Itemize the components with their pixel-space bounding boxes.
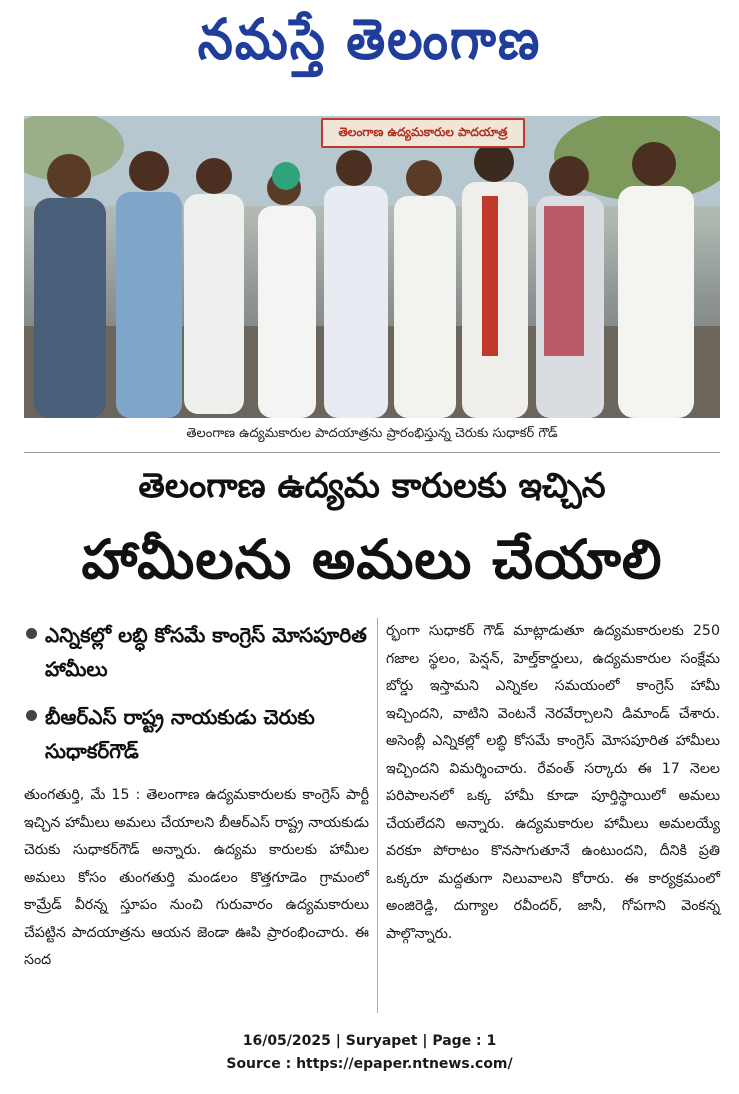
article-body-right: ర్భంగా సుధాకర్ గౌడ్ మాట్లాడుతూ ఉద్యమకారులకు 250 గజాల స్థలం, పెన్షన్, హెల్త్‌కార్డులు, ఉద్యమకారుల సంక్షేమ బోర్డు ఇస్తామని ఎన్నికల సమయంలో కాంగ్రెస్ హామీ ఇచ్చిందని, వాటిని వెంటనే నెరవేర్చాలని డిమాండ్ చేశారు. అసెంబ్లీ ఎన్నికల్లో లబ్ధి కోసమే కాంగ్రెస్ మోసపూరిత హామీలు ఇచ్చిందని విమర్శించారు. రేవంత్ సర్కారు ఈ 17 నెలల పరిపాలనలో ఒక్క హామీ కూడా పూర్తిస్థాయిలో అమలు చేయలేదని అన్నారు. ఉద్యమకారుల హామీలు అమలయ్యే వరకూ పోరాటం కొనసాగుతూనే ఉంటుందని, దీనికి ప్రతి ఒక్కరూ మద్దతుగా నిలువాలని కోరారు. ఈ కార్యక్రమంలో అంజిరెడ్డి, దుగ్యాల రవీందర్, జానీ, గోపగాని వెంకన్న పాల్గొన్నారు. [386, 623, 720, 942]
bullet-icon [26, 628, 37, 639]
highlight-text: ఎన్నికల్లో లబ్ధి కోసమే కాంగ్రెస్ మోసపూరిత హామీలు [45, 623, 367, 681]
footer-date-line: 16/05/2025 | Suryapet | Page : 1 [242, 1033, 497, 1049]
headline-line-2: హామీలను అమలు చేయాలి [81, 528, 663, 591]
photo-banner: తెలంగాణ ఉద్యమకారుల పాదయాత్ర [321, 118, 525, 148]
bullet-icon [26, 710, 37, 721]
highlight-item [24, 618, 369, 686]
highlight-text: బీఆర్ఎస్ రాష్ట్ర నాయకుడు చెరుకు సుధాకర్‌గౌడ్ [45, 705, 315, 763]
photo-caption: తెలంగాణ ఉద్యమకారుల పాదయాత్రను ప్రారంభిస్తున్న చెరుకు సుధాకర్ గౌడ్ [186, 426, 558, 441]
article-body-left: తుంగతుర్తి, మే 15 : తెలంగాణ ఉద్యమకారులకు కాంగ్రెస్ పార్టీ ఇచ్చిన హామీలు అమలు చేయాలని బీఆర్ఎస్ రాష్ట్ర నాయకుడు చెరుకు సుధాకర్‌గౌడ్ అన్నారు. ఉద్యమ కారులకు హామీల అమలు కోసం తుంగతుర్తి మండలం కొత్తగూడెం గ్రామంలో కామ్రేడ్ వీరన్న స్తూపం నుంచి గురువారం ఉద్యమకారులు చేపట్టిన పాదయాత్రను ఆయన జెండా ఊపి ప్రారంభించారు. ఈ సంద [24, 787, 369, 968]
headline-line-1: తెలంగాణ ఉద్యమ కారులకు ఇచ్చిన [138, 466, 606, 506]
crowd-illustration [24, 116, 720, 418]
masthead [0, 6, 739, 86]
news-photo [24, 116, 720, 418]
source-footer [0, 1030, 739, 1076]
highlight-item [24, 700, 369, 768]
column-divider [377, 618, 378, 1013]
masthead-title: నమస్తే తెలంగాణ [197, 5, 542, 72]
highlights-list [24, 618, 369, 782]
footer-source-line: Source : https://epaper.ntnews.com/ [226, 1056, 513, 1072]
caption-divider [24, 452, 720, 453]
